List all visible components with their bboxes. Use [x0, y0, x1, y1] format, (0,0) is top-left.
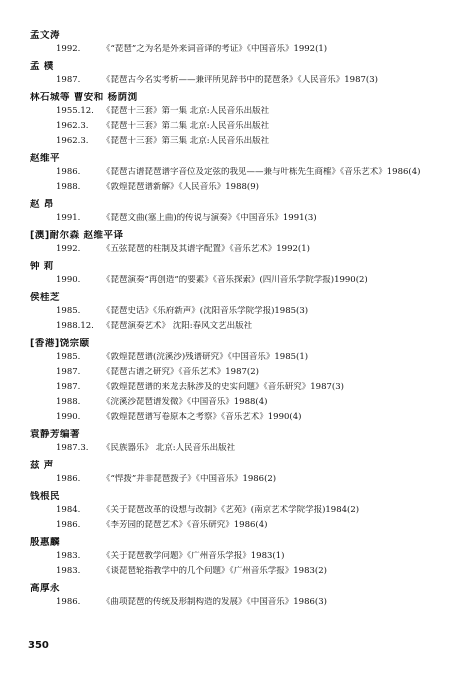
bibliography-item [56, 106, 450, 121]
citation-text: 《敦煌琵琶谱的来龙去脉涉及的史实问题》《音乐研究》1987(3) [102, 382, 344, 392]
bibliography-item [56, 474, 450, 489]
author-heading: 侯桂芝 [30, 292, 61, 303]
publication-date: 1992. [56, 244, 81, 254]
citation-text: 《琵琶古谱之研究》《音乐艺术》1987(2) [102, 367, 259, 377]
publication-date: 1983. [56, 551, 81, 561]
citation-text: 《琵琶古今名实考析——兼评所见辞书中的琵琶条》《人民音乐》1987(3) [102, 75, 378, 85]
citation-text: 《琵琶演奏“再创造”的要素》《音乐探索》(四川音乐学院学报)1990(2) [102, 275, 368, 285]
publication-date: 1990. [56, 412, 81, 422]
author-heading: 钟 莉 [30, 261, 54, 272]
publication-date: 1985. [56, 352, 81, 362]
publication-date: 1988. [56, 182, 81, 192]
bibliography-item [56, 44, 450, 59]
bibliography-item [56, 306, 450, 321]
bibliography-item [56, 397, 450, 412]
citation-text: 《谈琵琶轮指教学中的几个问题》《广州音乐学报》1983(2) [102, 566, 327, 576]
citation-text: 《琵琶文曲(塞上曲)的传说与演奏》《中国音乐》1991(3) [102, 213, 317, 223]
bibliography-item [56, 412, 450, 427]
bibliography-item [56, 213, 450, 228]
publication-date: 1962.3. [56, 136, 89, 146]
citation-text: 《琵琶十三套》第一集 北京:人民音乐出版社 [102, 106, 270, 116]
publication-date: 1987. [56, 382, 81, 392]
citation-text: 《琵琶古谱琵琶谱字音位及定弦的我见——兼与叶栋先生商榷》《音乐艺术》1986(4) [102, 167, 421, 177]
bibliography-item [56, 597, 450, 612]
citation-text: 《敦煌琵琶谱(浣溪沙)残谱研究》《中国音乐》1985(1) [102, 352, 309, 362]
publication-date: 1988.12. [56, 321, 94, 331]
citation-text: 《“琵琶”之为名是外来词音译的考证》《中国音乐》1992(1) [102, 44, 328, 54]
citation-text: 《琵琶演奏艺术》 沈阳:春风文艺出版社 [102, 321, 253, 331]
bibliography-list [30, 28, 450, 612]
publication-date: 1991. [56, 213, 81, 223]
bibliography-item [56, 551, 450, 566]
author-heading: 兹 声 [30, 460, 54, 471]
bibliography-item [56, 321, 450, 336]
author-heading: 殷惠麟 [30, 537, 61, 548]
publication-date: 1987. [56, 367, 81, 377]
citation-text: 《民族器乐》 北京:人民音乐出版社 [102, 443, 236, 453]
bibliography-item [56, 244, 450, 259]
citation-text: 《关于琵琶教学问题》《广州音乐学报》1983(1) [102, 551, 285, 561]
publication-date: 1955.12. [56, 106, 94, 116]
publication-date: 1985. [56, 306, 81, 316]
bibliography-item [56, 505, 450, 520]
bibliography-item [56, 275, 450, 290]
citation-text: 《琵琶史话》《乐府新声》(沈阳音乐学院学报)1985(3) [102, 306, 309, 316]
publication-date: 1986. [56, 597, 81, 607]
publication-date: 1962.3. [56, 121, 89, 131]
publication-date: 1987.3. [56, 443, 89, 453]
author-heading: [澳]耐尔森 赵维平译 [30, 230, 124, 241]
publication-date: 1984. [56, 505, 81, 515]
citation-text: 《“悍拨”并非琵琶拨子》《中国音乐》1986(2) [102, 474, 277, 484]
bibliography-item [56, 352, 450, 367]
author-heading: 高厚永 [30, 583, 61, 594]
publication-date: 1986. [56, 520, 81, 530]
author-heading: 钱根民 [30, 491, 61, 502]
bibliography-item [56, 167, 450, 182]
publication-date: 1988. [56, 397, 81, 407]
bibliography-item [56, 136, 450, 151]
citation-text: 《曲项琵琶的传统及形制构造的发展》《中国音乐》1986(3) [102, 597, 327, 607]
citation-text: 《关于琵琶改革的设想与改制》《艺苑》(南京艺术学院学报)1984(2) [102, 505, 360, 515]
bibliography-item [56, 566, 450, 581]
citation-text: 《琵琶十三套》第三集 北京:人民音乐出版社 [102, 136, 270, 146]
author-heading: 袁静芳编著 [30, 429, 81, 440]
citation-text: 《李芳园的琵琶艺术》《音乐研究》1986(4) [102, 520, 268, 530]
bibliography-item [56, 520, 450, 535]
citation-text: 《敦煌琵琶谱新解》《人民音乐》1988(9) [102, 182, 259, 192]
citation-text: 《五弦琵琶的柱制及其谱字配置》《音乐艺术》1992(1) [102, 244, 310, 254]
bibliography-item [56, 182, 450, 197]
publication-date: 1983. [56, 566, 81, 576]
bibliography-item [56, 367, 450, 382]
publication-date: 1986. [56, 167, 81, 177]
author-heading: 孟文涛 [30, 30, 61, 41]
publication-date: 1990. [56, 275, 81, 285]
publication-date: 1992. [56, 44, 81, 54]
publication-date: 1987. [56, 75, 81, 85]
author-heading: [香港]饶宗颐 [30, 338, 90, 349]
page-number: 350 [28, 640, 49, 651]
author-heading: 林石城等 曹安和 杨荫浏 [30, 92, 138, 103]
citation-text: 《琵琶十三套》第二集 北京:人民音乐出版社 [102, 121, 270, 131]
citation-text: 《敦煌琵琶谱写卷原本之考察》《音乐艺术》1990(4) [102, 412, 302, 422]
author-heading: 赵 昂 [30, 199, 54, 210]
publication-date: 1986. [56, 474, 81, 484]
author-heading: 赵维平 [30, 153, 61, 164]
bibliography-item [56, 75, 450, 90]
author-heading: 孟 樸 [30, 61, 54, 72]
citation-text: 《浣溪沙琵琶谱发微》《中国音乐》1988(4) [102, 397, 268, 407]
bibliography-item [56, 443, 450, 458]
bibliography-item [56, 121, 450, 136]
bibliography-item [56, 382, 450, 397]
